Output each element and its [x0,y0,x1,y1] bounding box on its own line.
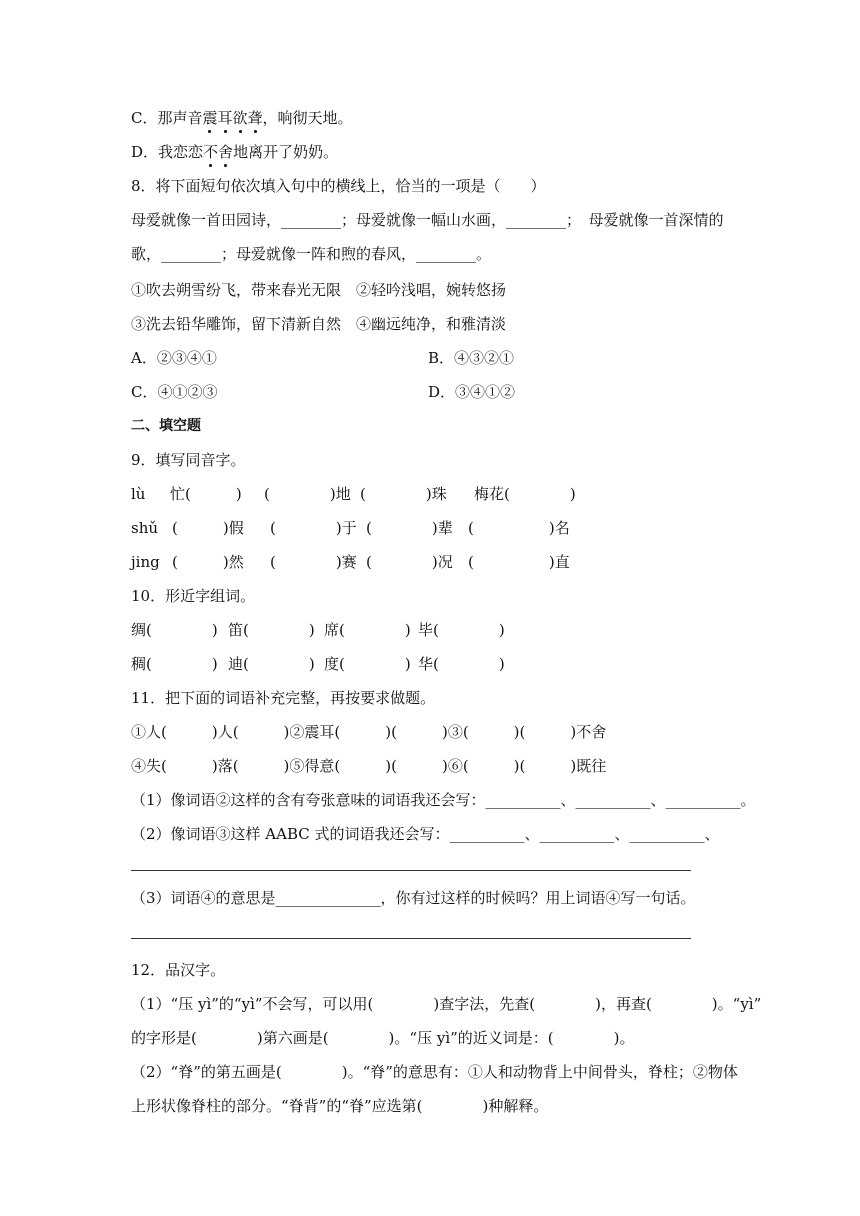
q8-passage-line-2: 歌，________；母爱就像一阵和煦的春风，________。 [131,245,492,263]
q9-blank: ( )赛 [270,553,357,571]
q9-blank: ( )然 [172,553,244,571]
q8-stem: 8．将下面短句依次填入句中的横线上，恰当的一项是（ ） [131,177,546,195]
dotted-char: 聋 [247,109,263,127]
q12-part-2-line-1: （2）“脊”的第五画是( )。“脊”的意思有：①人和动物背上中间骨头，脊柱；②物体 [131,1063,738,1081]
q12-stem: 12．品汉字。 [131,961,226,979]
dotted-char: 舍 [218,143,234,161]
section-title: 二、填空题 [131,418,201,434]
q9-stem: 9．填写同音字。 [131,451,246,469]
q9-blank: ( )辈 [366,519,453,537]
q11-sub-2: （2）像词语③这样 AABC 式的词语我还会写：__________、__________、__________、 [131,825,720,843]
q9-blank: 忙( ) [170,485,242,503]
q10-item: 席( ) [324,621,411,639]
q9-row-pinyin: shǔ [131,519,159,537]
q9-blank: ( )珠 [360,485,447,503]
q10-item: 度( ) [324,655,411,673]
q10-item: 华( ) [418,655,505,673]
answer-line [131,938,691,939]
q12-part-1-line-1: （1）“压 yì”的“yì”不会写，可以用( )查字法，先查( )，再查( )。“yì” [131,995,762,1013]
q8-passage-line-1: 母爱就像一首田园诗，________；母爱就像一幅山水画，________； 母爱就像一首深情的 [131,211,724,229]
q10-item: 毕( ) [418,621,505,639]
q8-option-b: B．④③②① [428,349,515,367]
dotted-char: 震 [202,109,218,127]
answer-line [131,870,691,871]
q9-row-pinyin: jing [131,553,160,571]
q8-option-d: D．③④①② [428,383,516,401]
dotted-char: 欲 [232,109,248,127]
option-c-pre: C．那声音 [131,109,203,127]
q9-blank: ( )直 [468,553,570,571]
q11-sub-3: （3）词语④的意思是______________，你有过这样的时候吗？用上词语④写一句话。 [131,889,696,907]
q10-item: 笛( ) [228,621,315,639]
q8-clauses-line-2: ③洗去铅华雕饰，留下清新自然 ④幽远纯净，和雅清淡 [131,315,507,333]
q9-blank: ( )况 [366,553,453,571]
q10-stem: 10．形近字组词。 [131,587,256,605]
option-c [131,108,353,128]
q11-words-line-2: ④失( )落( )⑤得意( )( )⑥( )( )既往 [131,757,607,775]
q9-blank: 梅花( ) [474,485,576,503]
q8-clauses-line-1: ①吹去朔雪纷飞，带来春光无限 ②轻吟浅唱，婉转悠扬 [131,281,507,299]
q12-part-2-line-2: 上形状像脊柱的部分。“脊背”的“脊”应选第( )种解释。 [131,1097,549,1115]
q11-words-line-1: ①人( )人( )②震耳( )( )③( )( )不舍 [131,723,607,741]
q8-option-c: C．④①②③ [131,383,218,401]
q9-blank: ( )名 [468,519,570,537]
option-d [131,142,338,162]
q10-item: 稠( ) [131,655,218,673]
q11-sub-1: （1）像词语②这样的含有夸张意味的词语我还会写：__________、__________、__________。 [131,791,756,809]
dotted-char: 不 [203,143,219,161]
q10-item: 迪( ) [228,655,315,673]
q9-blank: ( )于 [270,519,357,537]
q12-part-1-line-2: 的字形是( )第六画是( )。“压 yì”的近义词是：( )。 [131,1029,635,1047]
q8-option-a: A．②③④① [131,349,217,367]
q9-row-pinyin: lù [131,485,146,503]
option-d-post: 地离开了奶奶。 [233,143,339,161]
q9-blank: ( )地 [264,485,351,503]
q11-stem: 11．把下面的词语补充完整，再按要求做题。 [131,689,436,707]
dotted-char: 耳 [217,109,233,127]
q10-item: 绸( ) [131,621,218,639]
q9-blank: ( )假 [172,519,244,537]
option-d-pre: D．我恋恋 [131,143,204,161]
option-c-post: ，响彻天地。 [262,109,353,127]
